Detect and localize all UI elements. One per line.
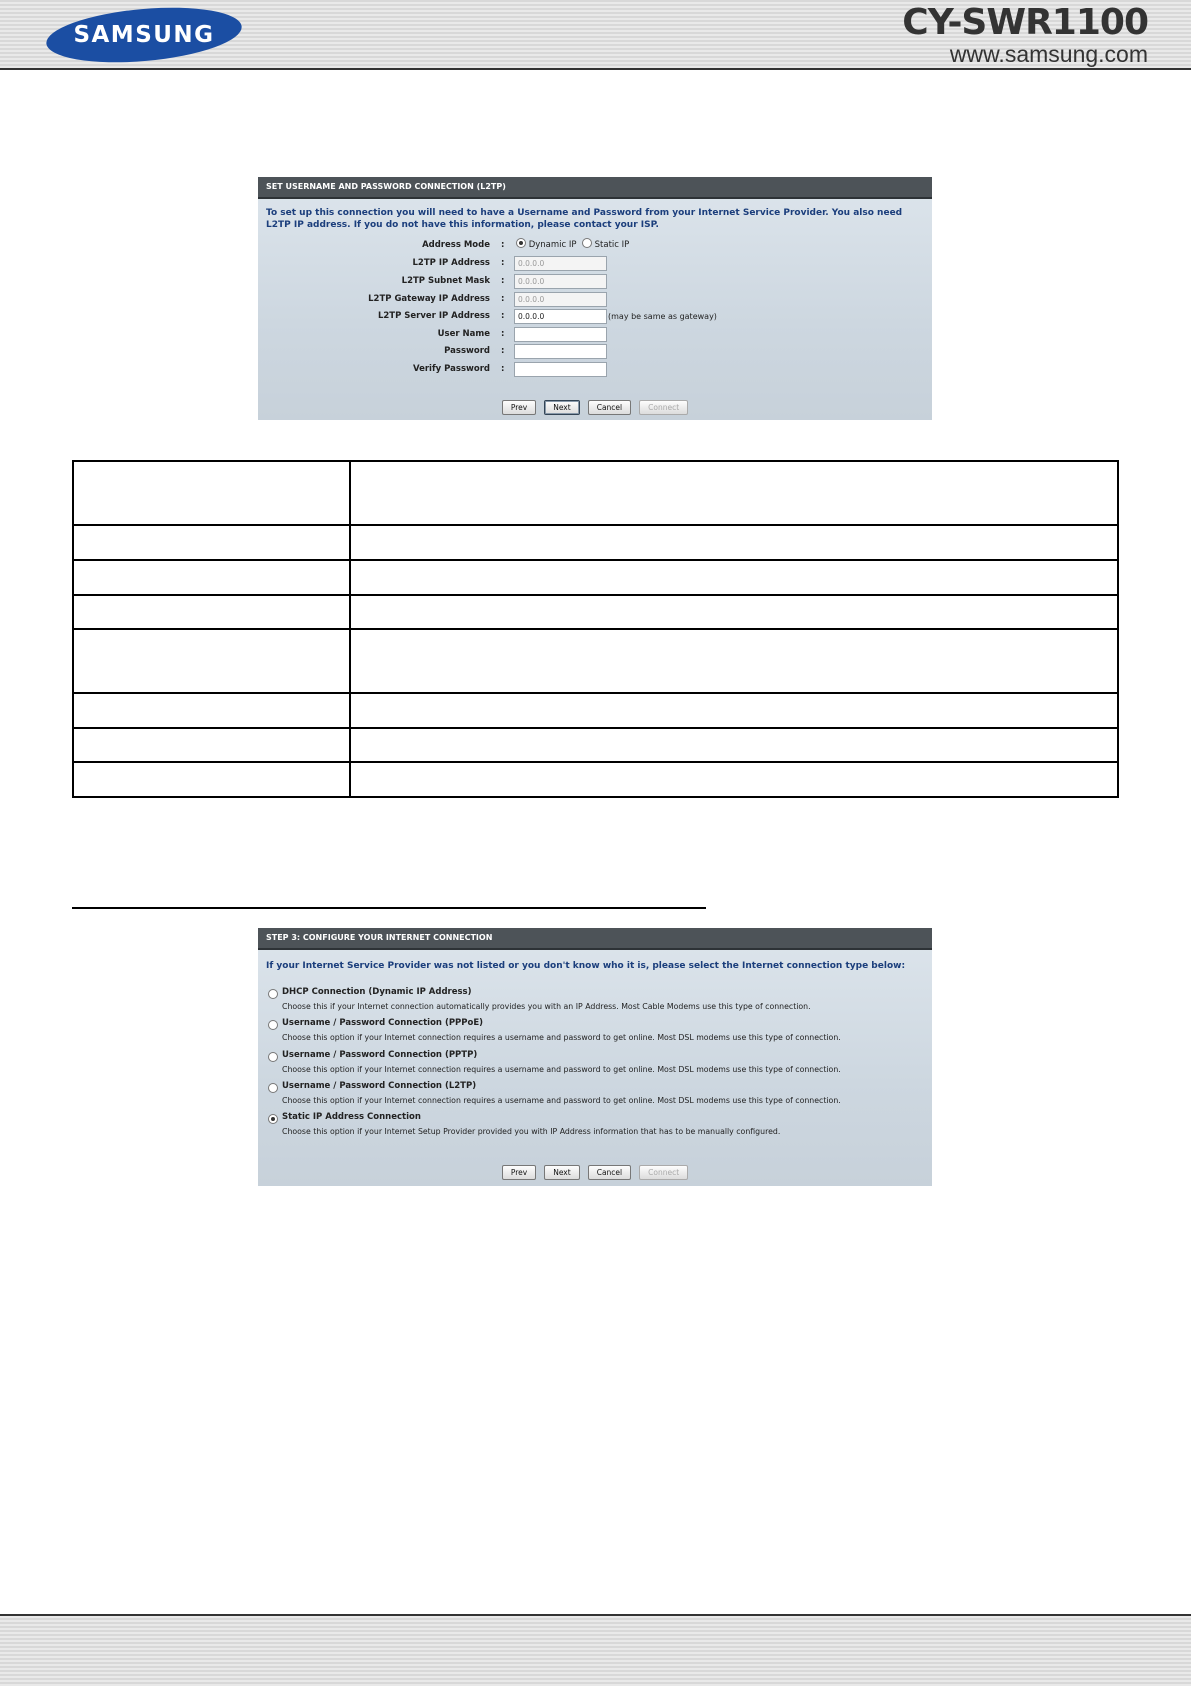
next-button[interactable]: Next [544, 1165, 579, 1180]
table-cell [350, 629, 1118, 693]
page-header [0, 0, 1191, 70]
verify-password-input[interactable] [514, 362, 607, 377]
l2tp-radio[interactable] [268, 1083, 278, 1093]
table-cell [73, 693, 350, 728]
gateway-note: (may be same as gateway) [608, 312, 717, 321]
l2tp-subnet-mask-input[interactable]: 0.0.0.0 [514, 274, 607, 289]
section-rule [72, 907, 706, 909]
option-title: Username / Password Connection (PPPoE) [282, 1018, 484, 1028]
table-cell [73, 595, 350, 629]
pppoe-radio[interactable] [268, 1020, 278, 1030]
connection-button-bar [258, 1165, 932, 1180]
field-label: Verify Password [412, 364, 490, 374]
option-title: Username / Password Connection (PPTP) [282, 1050, 478, 1060]
table-cell [350, 762, 1118, 797]
connect-button: Connect [639, 1165, 688, 1180]
option-desc: Choose this if your Internet connection automatically provides you with an IP Address. Most Cable Modems use this type of connection. [282, 1002, 811, 1011]
table-row [73, 461, 1118, 525]
user-name-input[interactable] [514, 327, 607, 342]
option-title: DHCP Connection (Dynamic IP Address) [282, 987, 472, 997]
table-row [73, 693, 1118, 728]
address-mode-row: Address Mode : Dynamic IP Static IP [258, 238, 932, 253]
table-row [73, 525, 1118, 560]
table-row [73, 629, 1118, 693]
table-row [73, 560, 1118, 595]
brand-name: SAMSUNG [73, 22, 215, 48]
field-label: L2TP Subnet Mask [401, 276, 490, 286]
table-row [73, 762, 1118, 797]
panel-intro: To set up this connection you will need to have a Username and Password from your Internet Service Provider. You also need L2TP IP address. If you do not have this information, please contact your ISP. [266, 208, 903, 230]
model-block [902, 4, 1148, 66]
prev-button[interactable]: Prev [502, 1165, 536, 1180]
password-input[interactable] [514, 344, 607, 359]
table-row [73, 728, 1118, 762]
l2tp-gateway-input[interactable]: 0.0.0.0 [514, 292, 607, 307]
table-cell [350, 595, 1118, 629]
page-footer [0, 1614, 1191, 1686]
cancel-button[interactable]: Cancel [588, 1165, 631, 1180]
pptp-radio[interactable] [268, 1052, 278, 1062]
panel-title: SET USERNAME AND PASSWORD CONNECTION (L2TP) [258, 177, 932, 199]
dynamic-ip-label: Dynamic IP [528, 240, 577, 250]
option-desc: Choose this option if your Internet connection requires a username and password to get online. Most DSL modems use this type of connection. [282, 1096, 841, 1105]
table-cell [73, 728, 350, 762]
field-label: L2TP Gateway IP Address [368, 294, 490, 304]
prev-button[interactable]: Prev [502, 400, 536, 415]
table-cell [73, 525, 350, 560]
dhcp-radio[interactable] [268, 989, 278, 999]
model-number: CY-SWR1100 [902, 2, 1148, 43]
l2tp-subnet-mask-row: L2TP Subnet Mask : 0.0.0.0 [258, 274, 932, 289]
field-label: L2TP Server IP Address [377, 311, 490, 321]
table-cell [350, 525, 1118, 560]
table-row [73, 595, 1118, 629]
table-cell [350, 728, 1118, 762]
l2tp-ip-address-row: L2TP IP Address : 0.0.0.0 [258, 256, 932, 271]
dynamic-ip-radio[interactable] [516, 238, 526, 248]
option-title: Username / Password Connection (L2TP) [282, 1081, 477, 1091]
samsung-logo [44, 7, 244, 63]
l2tp-button-bar [258, 400, 932, 415]
settings-description-table [72, 460, 1119, 798]
static-ip-label: Static IP [594, 240, 630, 250]
table-cell [73, 560, 350, 595]
table-cell [73, 461, 350, 525]
table-cell [350, 461, 1118, 525]
verify-password-row: Verify Password : [258, 362, 932, 377]
table-cell [350, 693, 1118, 728]
address-mode-options [516, 238, 629, 253]
user-name-row: User Name : [258, 327, 932, 342]
website: www.samsung.com [949, 41, 1148, 67]
static-ip-radio[interactable] [582, 238, 592, 248]
option-desc: Choose this option if your Internet connection requires a username and password to get online. Most DSL modems use this type of connection. [282, 1065, 841, 1074]
table-cell [73, 762, 350, 797]
table-cell [350, 560, 1118, 595]
address-mode-label: Address Mode [422, 240, 490, 250]
next-button[interactable]: Next [544, 400, 579, 415]
field-label: L2TP IP Address [412, 258, 490, 268]
password-row: Password : [258, 344, 932, 359]
option-desc: Choose this option if your Internet Setup Provider provided you with IP Address information that has to be manually configured. [282, 1127, 781, 1136]
option-title: Static IP Address Connection [282, 1112, 421, 1122]
panel-intro: If your Internet Service Provider was not listed or you don't know who it is, please select the Internet connection type below: [266, 961, 906, 971]
field-label: User Name [437, 329, 490, 339]
field-label: Password [444, 346, 490, 356]
l2tp-settings-panel [258, 177, 932, 420]
l2tp-server-row: L2TP Server IP Address : 0.0.0.0 (may be same as gateway) [258, 309, 932, 324]
static-ip-radio[interactable] [268, 1114, 278, 1124]
table-cell [73, 629, 350, 693]
cancel-button[interactable]: Cancel [588, 400, 631, 415]
connect-button: Connect [639, 400, 688, 415]
panel-title: STEP 3: CONFIGURE YOUR INTERNET CONNECTION [258, 928, 932, 950]
l2tp-gateway-row: L2TP Gateway IP Address : 0.0.0.0 [258, 292, 932, 307]
option-desc: Choose this option if your Internet connection requires a username and password to get online. Most DSL modems use this type of connection. [282, 1033, 841, 1042]
connection-type-panel [258, 928, 932, 1186]
l2tp-ip-address-input[interactable]: 0.0.0.0 [514, 256, 607, 271]
l2tp-server-input[interactable]: 0.0.0.0 [514, 309, 607, 324]
